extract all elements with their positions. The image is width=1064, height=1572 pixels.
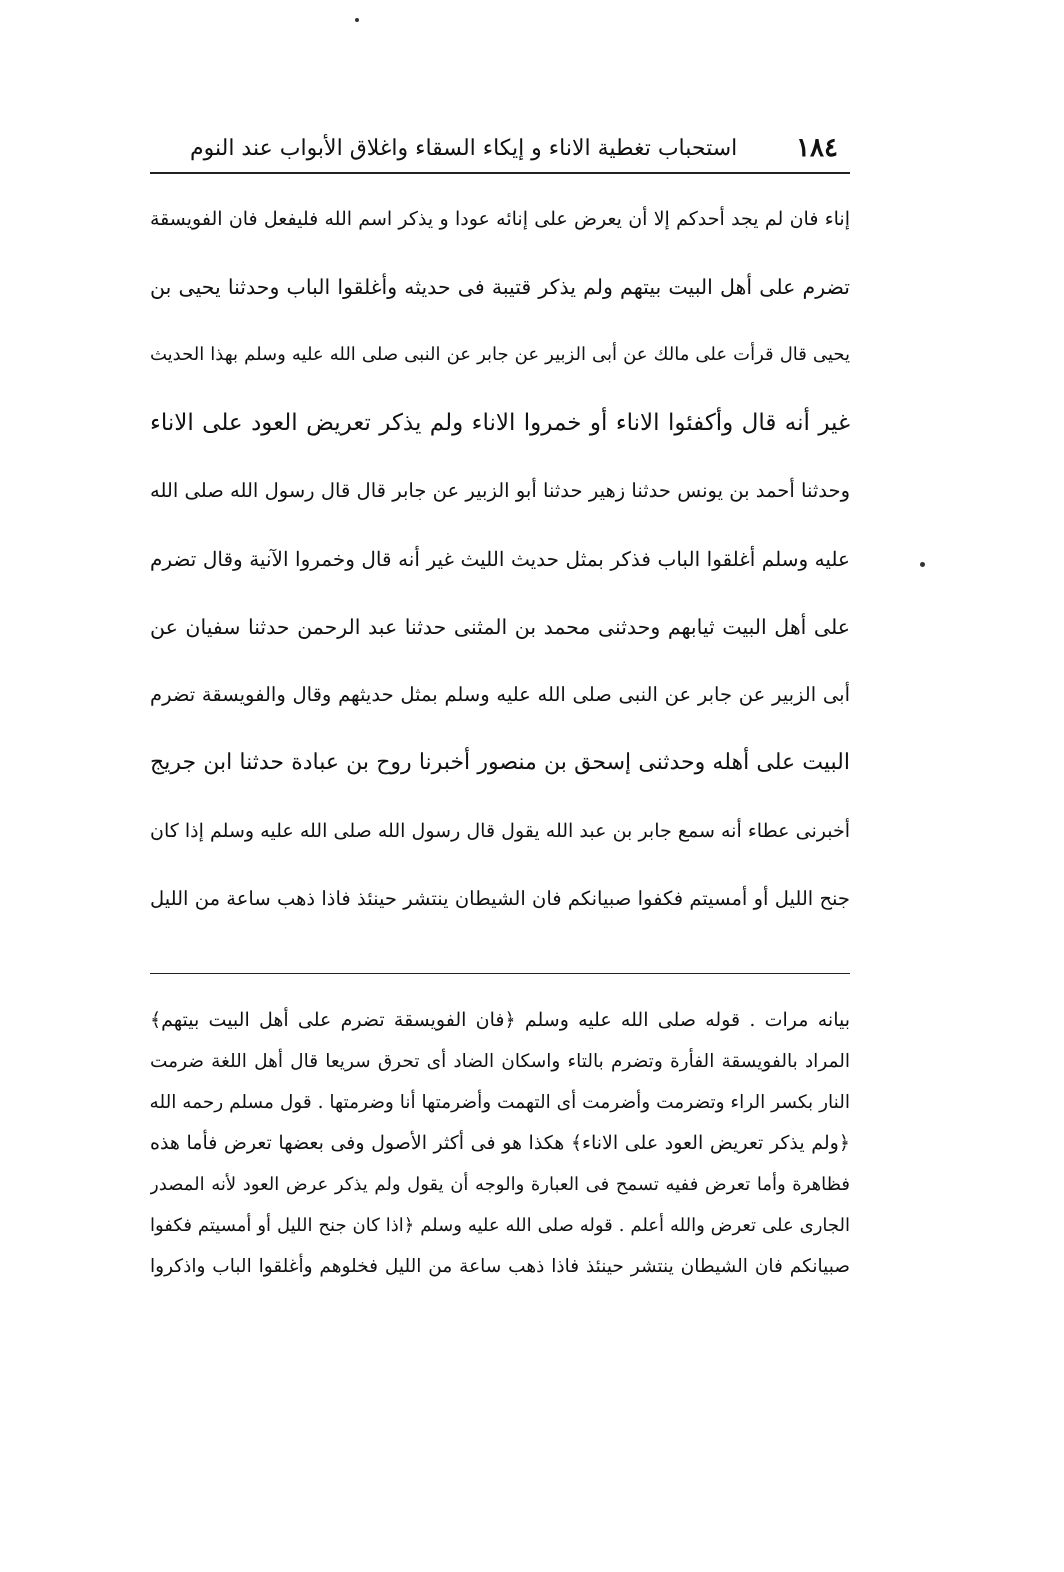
commentary-line: النار بكسر الراء وتضرمت وأضرمت أى التهمت وأضرمتها أنا وضرمتها . قول مسلم رحمه الله — [150, 1092, 850, 1113]
hadith-text — [150, 185, 850, 933]
text-line: إناء فان لم يجد أحدكم إلا أن يعرض على إنائه عودا و يذكر اسم الله فليفعل فان الفويسقة — [150, 208, 850, 230]
text-line: البيت على أهله وحدثنى إسحق بن منصور أخبرنا روح بن عبادة حدثنا ابن جريج — [150, 750, 850, 775]
print-speck — [355, 18, 359, 22]
commentary-line: صبيانكم فان الشيطان ينتشر حينئذ فاذا ذهب ساعة من الليل فخلوهم وأغلقوا الباب واذكروا — [150, 1256, 850, 1277]
commentary-line: بيانه مرات . قوله صلى الله عليه وسلم ﴿فان الفويسقة تضرم على أهل البيت بيتهم﴾ — [150, 1009, 850, 1031]
text-line: أبى الزبير عن جابر عن النبى صلى الله عليه وسلم بمثل حديثهم وقال والفويسقة تضرم — [150, 683, 850, 706]
text-line: غير أنه قال وأكفئوا الاناء أو خمروا الاناء ولم يذكر تعريض العود على الاناء — [150, 410, 850, 436]
commentary-line: فظاهرة وأما تعرض ففيه تسمح فى العبارة والوجه أن يقول ولم يذكر عرض العود لأنه المصدر — [150, 1174, 850, 1195]
commentary-text — [150, 1000, 850, 1287]
commentary-line: المراد بالفويسقة الفأرة وتضرم بالتاء واسكان الضاد أى تحرق سريعا قال أهل اللغة ضرمت — [150, 1051, 850, 1072]
text-line: جنح الليل أو أمسيتم فكفوا صبيانكم فان الشيطان ينتشر حينئذ فاذا ذهب ساعة من الليل — [150, 887, 850, 910]
commentary-separator — [150, 973, 850, 974]
commentary-line: ﴿ولم يذكر تعريض العود على الاناء﴾ هكذا هو فى أكثر الأصول وفى بعضها تعرض فأما هذه — [150, 1132, 850, 1154]
text-line: عليه وسلم أغلقوا الباب فذكر بمثل حديث الليث غير أنه قال وخمروا الآنية وقال تضرم — [150, 547, 850, 571]
text-line: على أهل البيت ثيابهم وحدثنى محمد بن المثنى حدثنا عبد الرحمن حدثنا سفيان عن — [150, 615, 850, 639]
text-line: تضرم على أهل البيت بيتهم ولم يذكر قتيبة فى حديثه وأغلقوا الباب وحدثنا يحيى بن — [150, 275, 850, 299]
running-title: استحباب تغطية الاناء و إيكاء السقاء واغلاق الأبواب عند النوم — [190, 135, 738, 161]
page-number: ١٨٤ — [796, 133, 838, 163]
text-line: أخبرنى عطاء أنه سمع جابر بن عبد الله يقول قال رسول الله صلى الله عليه وسلم إذا كان — [150, 820, 850, 842]
commentary-line: الجارى على تعرض والله أعلم . قوله صلى الله عليه وسلم ﴿اذا كان جنح الليل أو أمسيتم فكفوا — [150, 1215, 850, 1236]
print-speck — [920, 562, 925, 567]
text-line: وحدثنا أحمد بن يونس حدثنا زهير حدثنا أبو الزبير عن جابر قال قال رسول الله صلى الله — [150, 479, 850, 502]
page-header — [190, 128, 850, 168]
header-rule — [150, 172, 850, 174]
text-line: يحيى قال قرأت على مالك عن أبى الزبير عن جابر عن النبى صلى الله عليه وسلم بهذا الحديث — [150, 344, 850, 365]
